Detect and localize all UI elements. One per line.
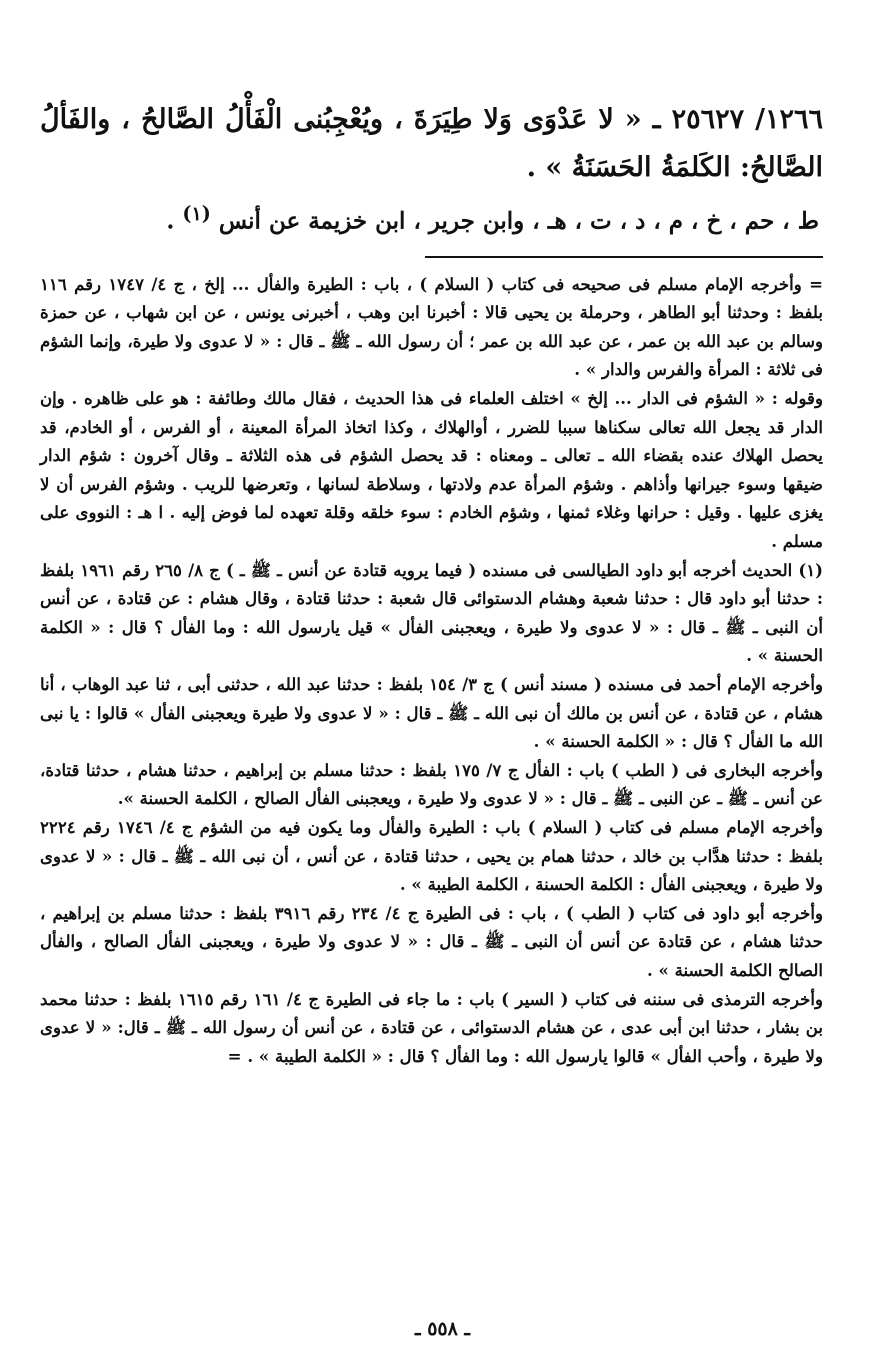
footnote-number: (١) — [798, 559, 823, 580]
sources-end: . — [166, 207, 183, 235]
footnote-paragraph: وأخرجه الإمام أحمد فى مسنده ( مسند أنس ) ج ٣/ ١٥٤ بلفظ : حدثنا عبد الله ، حدثنى أبى ، ثنا عبد الوهاب ، أنا هشام ، عن قتادة ، عن أنس بن مالك أن نبى الله ـ ﷺ ـ قال : « لا عدوى ولا طيرة ويعجبنى الفأل » قالوا : يا نبى الله ما الفأل ؟ قال : « الكلمة الحسنة » . — [40, 673, 823, 752]
footnote-paragraph: وأخرجه أبو داود فى كتاب ( الطب ) ، باب : فى الطيرة ج ٤/ ٢٣٤ رقم ٣٩١٦ بلفظ : حدثنا مسلم بن إبراهيم ، حدثنا هشام ، عن قتادة عن أنس أن النبى ـ ﷺ ـ قال : « لا عدوى ولا طيرة ، ويعجبنى الفأل الصالح ، والفأل الصالح الكلمة الحسنة » . — [40, 902, 824, 980]
footnote-paragraph: وأخرجه الإمام مسلم فى كتاب ( السلام ) باب : الطيرة والفأل وما يكون فيه من الشؤم ج ٤/ ١٧٤٦ رقم ٢٢٢٤ بلفظ : حدثنا هدَّاب بن خالد ، حدثنا همام بن يحيى ، حدثنا قتادة ، عن أنس ، أن نبى الله ـ ﷺ ـ قال : « لا عدوى ولا طيرة ، ويعجبنى الفأل : الكلمة الحسنة ، الكلمة الطيبة » . — [40, 816, 823, 895]
hadith-text: ـ « لا عَدْوَى وَلا طِيَرَةَ ، ويُعْجِبُنى الْفَأْلُ الصَّالحُ ، والفَألُ الصَّالحُ: الكَلمَةُ الحَسَنَةُ » . — [40, 104, 823, 183]
hadith-sources — [40, 194, 823, 242]
note-paragraph: = وأخرجه الإمام مسلم فى صحيحه فى كتاب ( السلام ) ، باب : الطيرة والفأل ... إلخ ، ج ٤/ ١٧٤٧ رقم ١١٦ بلفظ : وحدثنا أبو الطاهر ، وحرملة بن يحيى قالا : أخبرنا ابن وهب ، أخبرنى يونس ، عن ابن شهاب ، عن حمزة وسالم بن عبد الله بن عمر ، عن عبد الله بن عمر ؛ أن رسول الله ـ ﷺ ـ قال : « لا عدوى ولا طيرة، وإنما الشؤم فى ثلاثة : المرأة والفرس والدار » . — [40, 273, 824, 380]
footnotes-section — [40, 270, 823, 1071]
page-body — [40, 96, 823, 1352]
hadith-number: ١٢٦٦/ ٢٥٦٢٧ — [671, 104, 823, 135]
footnote-paragraph: وأخرجه الترمذى فى سننه فى كتاب ( السير ) باب : ما جاء فى الطيرة ج ٤/ ١٦١ رقم ١٦١٥ بلفظ : حدثنا محمد بن بشار ، حدثنا ابن أبى عدى ، عن هشام الدستوائى ، عن قتادة ، عن أنس أن رسول الله ـ ﷺ ـ قال: « لا عدوى ولا طيرة ، وأحب الفأل » قالوا يارسول الله : وما الفأل ؟ قال : « الكلمة الطيبة » . = — [40, 988, 824, 1066]
note-paragraph: وقوله : « الشؤم فى الدار ... إلخ » اختلف العلماء فى هذا الحديث ، فقال مالك وطائفة : هو على ظاهره . وإن الدار قد يجعل الله تعالى سكناها سببا للضرر ، أوالهلاك ، وكذا اتخاذ المرأة المعينة ، أو الفرس ، أو الخادم، قد يحصل الهلاك عنده بقضاء الله ـ تعالى ـ ومعناه : قد يحصل الشؤم فى هذه الثلاثة ـ وقال آخرون : شؤم الدار ضيقها وسوء جيرانها وأذاهم . وشؤم المرأة عدم ولادتها ، وسلاطة لسانها ، وتعرضها للريب . وشؤم الفرس أن لا يغزى عليها . وقيل : حرانها وغلاء ثمنها ، وشؤم الخادم : سوء خلقه وقلة تعهده لما فوض إليه . ا هـ : النووى على مسلم . — [40, 388, 823, 551]
hadith-entry — [40, 96, 823, 192]
sources-text: ط ، حم ، خ ، م ، د ، ت ، هـ ، وابن جرير ، ابن خزيمة عن أنس — [218, 207, 819, 235]
page-number: ـ ٥٥٨ ـ — [415, 1318, 470, 1340]
footnote-ref: (١) — [182, 202, 211, 225]
footnote-text: الحديث أخرجه أبو داود الطيالسى فى مسنده ( فيما يرويه قتادة عن أنس ـ ﷺ ـ ) ج ٨/ ٢٦٥ رقم ١٩٦١ بلفظ : حدثنا أبو داود قال : حدثنا شعبة وهشام الدستوائى قال شعبة : حدثنا قتادة ، وقال هشام : عن قتادة ، عن أنس أن النبى ـ ﷺ ـ قال : « لا عدوى ولا طيرة ، ويعجبنى الفأل » قيل يارسول الله : وما الفأل ؟ قال : « الكلمة الحسنة » . — [40, 559, 823, 666]
footnote-paragraph: وأخرجه البخارى فى ( الطب ) باب : الفأل ج ٧/ ١٧٥ بلفظ : حدثنا مسلم بن إبراهيم ، حدثنا هشام ، حدثنا قتادة، عن أنس ـ ﷺ ـ عن النبى ـ ﷺ ـ قال : « لا عدوى ولا طيرة ، ويعجبنى الفأل الصالح ، الكلمة الحسنة ». — [40, 759, 823, 809]
footnote-paragraph — [40, 556, 823, 670]
footnote-divider — [425, 256, 823, 258]
